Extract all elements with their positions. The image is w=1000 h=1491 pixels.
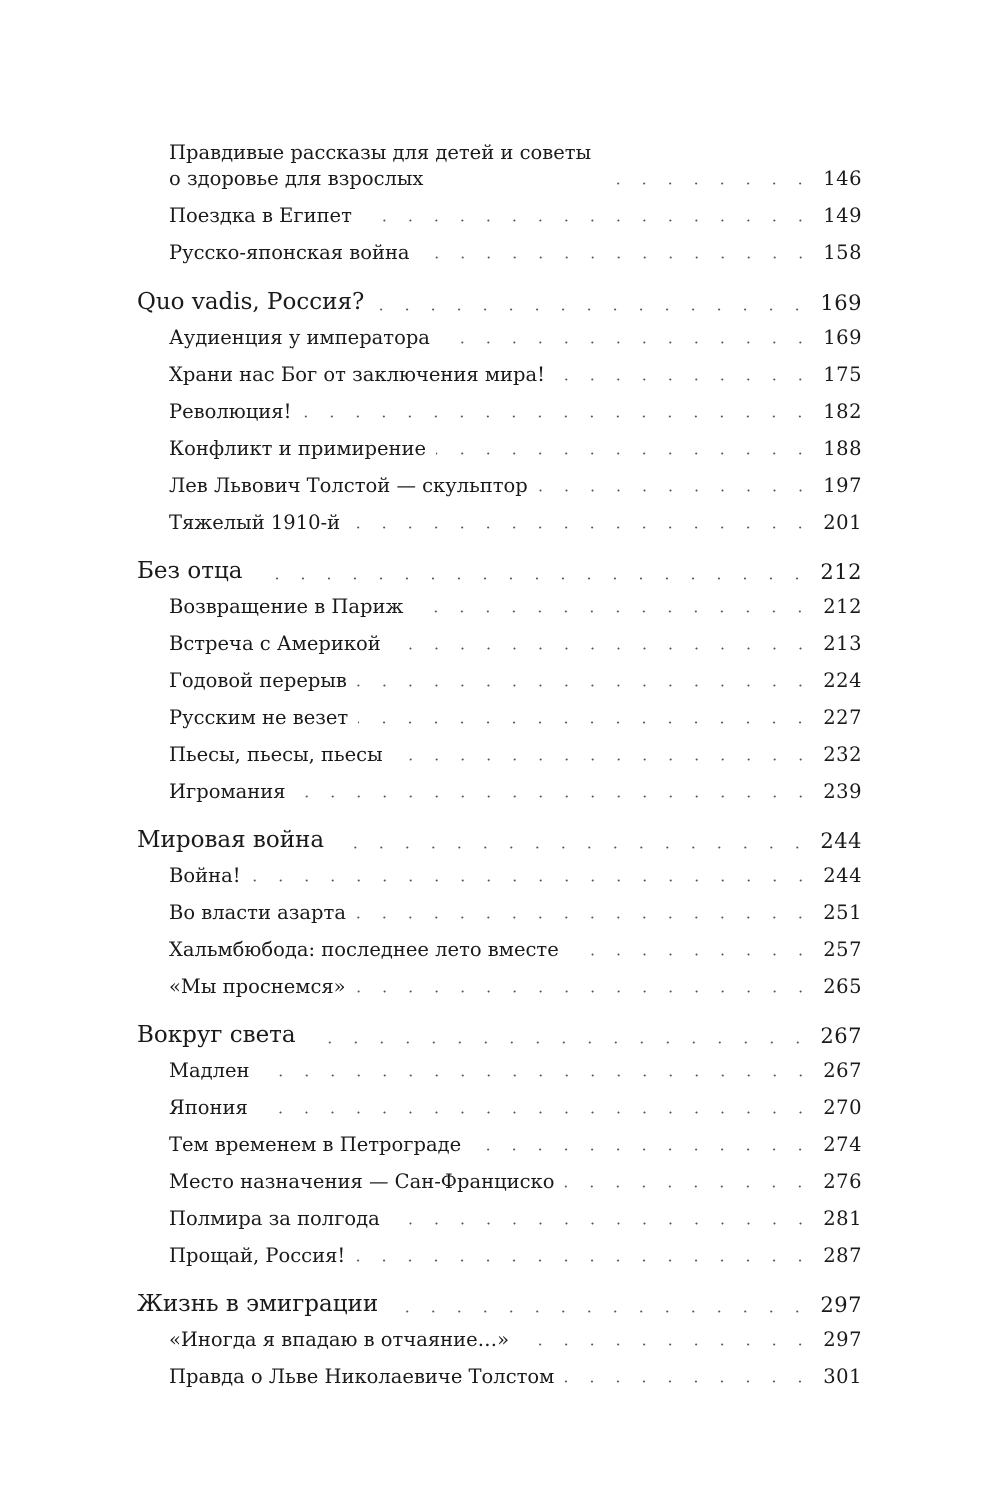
dot-leader	[251, 879, 814, 882]
toc-section	[0, 892, 1000, 922]
dot-leader	[358, 721, 813, 724]
toc-section	[0, 1235, 1000, 1265]
toc-entry-title-line: Мировая война	[137, 827, 325, 853]
dot-leader	[350, 526, 813, 529]
dot-leader	[471, 1148, 813, 1151]
toc-entry-title	[169, 1058, 250, 1082]
toc-page-number: 197	[823, 473, 862, 497]
toc-page-number: 267	[823, 1058, 862, 1082]
toc-entry-title-line: Аудиенция у императора	[169, 325, 430, 349]
dot-leader	[374, 308, 810, 311]
toc-page-number: 239	[823, 779, 862, 803]
toc-page-number: 301	[823, 1364, 862, 1388]
toc-entry-title-line: Тем временем в Петрограде	[169, 1132, 462, 1156]
toc-section	[0, 771, 1000, 801]
toc-page-number: 287	[823, 1243, 862, 1267]
toc-entry-title-line: Место назначения — Сан-Франциско	[169, 1169, 555, 1193]
toc-page-number: 265	[823, 974, 862, 998]
toc-entry-title-line: Пьесы, пьесы, пьесы	[169, 742, 383, 766]
dot-leader	[252, 577, 810, 580]
toc-section	[0, 1198, 1000, 1228]
toc-page-number: 251	[823, 900, 862, 924]
toc-entry-title-line: Поездка в Египет	[169, 203, 352, 227]
toc-page-number: 270	[823, 1095, 862, 1119]
toc-page-number: 274	[823, 1132, 862, 1156]
toc-page-number: 297	[820, 1293, 862, 1317]
dot-leader	[388, 1310, 810, 1313]
toc-section	[0, 1161, 1000, 1191]
dot-leader	[258, 1111, 813, 1114]
toc-page-number: 212	[820, 560, 862, 584]
dot-leader	[413, 610, 813, 613]
dot-leader	[391, 647, 813, 650]
toc-entry-title	[169, 436, 427, 460]
toc-entry-title	[169, 705, 349, 729]
toc-page-number: 276	[823, 1169, 862, 1193]
toc-entry-title	[169, 1206, 380, 1230]
dot-leader	[356, 916, 813, 919]
toc-page-number: 182	[823, 399, 862, 423]
toc-page-number: 297	[823, 1327, 862, 1351]
toc-entry-title-line: Русским не везет	[169, 705, 349, 729]
toc-section	[0, 428, 1000, 458]
toc-chapter	[0, 553, 1000, 583]
toc-section	[0, 734, 1000, 764]
toc-section	[0, 465, 1000, 495]
toc-chapter	[0, 1286, 1000, 1316]
dot-leader	[301, 415, 813, 418]
toc-entry-title	[169, 594, 404, 618]
toc-page-number: 281	[823, 1206, 862, 1230]
dot-leader	[306, 1041, 811, 1044]
toc-page-number: 257	[823, 937, 862, 961]
toc-entry-title-line: Во власти азарта	[169, 900, 346, 924]
toc-entry-title	[169, 1364, 555, 1388]
toc-entry-title	[169, 143, 591, 188]
toc-page-number: 232	[823, 742, 862, 766]
toc-entry-title-line: Русско-японская война	[169, 240, 410, 264]
dot-leader	[555, 378, 813, 381]
dot-leader	[356, 990, 814, 993]
toc-entry-title	[137, 560, 242, 583]
toc-entry-title-line: Война!	[169, 863, 241, 887]
toc-page-number: 149	[823, 203, 862, 227]
toc-section	[0, 660, 1000, 690]
toc-entry-title-line: Тяжелый 1910-й	[169, 510, 341, 534]
toc-section	[0, 697, 1000, 727]
toc-entry-title-line: Конфликт и примирение	[169, 436, 427, 460]
toc-section	[0, 623, 1000, 653]
toc-entry-title-line: «Иногда я впадаю в отчаяние…»	[169, 1327, 510, 1351]
dot-leader	[296, 795, 814, 798]
toc-entry-title	[169, 1243, 346, 1267]
toc-entry-title-line: Храни нас Бог от заключения мира!	[169, 362, 545, 386]
toc-entry-title-line: Лев Львович Толстой — скульптор	[169, 473, 528, 497]
dot-leader	[440, 341, 813, 344]
toc-chapter	[0, 284, 1000, 314]
toc-page-number: 169	[823, 325, 862, 349]
dot-leader	[601, 182, 813, 185]
toc-entry-title	[169, 240, 410, 264]
toc-entry-title	[137, 291, 364, 314]
toc-page-number: 267	[820, 1024, 862, 1048]
toc-entry-title	[169, 325, 430, 349]
dot-leader	[355, 1259, 813, 1262]
toc-page-number: 175	[823, 362, 862, 386]
toc-page-number: 213	[823, 631, 862, 655]
toc-page-number: 224	[823, 668, 862, 692]
toc-entry-title	[169, 1169, 555, 1193]
toc-section	[0, 1050, 1000, 1080]
toc-page-number: 188	[823, 436, 862, 460]
toc-entry-title-line: Возвращение в Париж	[169, 594, 404, 618]
toc-entry-title-line: Quo vadis, Россия?	[137, 289, 365, 315]
toc-entry-title-line: Годовой перерыв	[169, 668, 347, 692]
toc-entry-title	[169, 203, 352, 227]
dot-leader	[420, 256, 814, 259]
toc-entry-title-line: Вокруг света	[137, 1022, 296, 1048]
dot-leader	[564, 1380, 813, 1383]
toc-entry-title-line: Япония	[169, 1095, 248, 1119]
toc-section	[0, 141, 1000, 190]
dot-leader	[357, 684, 813, 687]
toc-section	[0, 502, 1000, 532]
toc-page-number: 244	[823, 863, 862, 887]
dot-leader	[260, 1074, 814, 1077]
dot-leader	[519, 1343, 813, 1346]
toc-section	[0, 1319, 1000, 1349]
dot-leader	[569, 953, 814, 956]
toc-entry-title	[169, 1327, 510, 1351]
toc-entry-title	[169, 631, 381, 655]
toc-chapter	[0, 1017, 1000, 1047]
toc-entry-title-line: Правдивые рассказы для детей и советы	[169, 141, 592, 164]
toc-page-number: 146	[823, 166, 862, 190]
toc-page-number: 212	[823, 594, 862, 618]
toc-section	[0, 1356, 1000, 1386]
toc-entry-title-line: Встреча с Америкой	[169, 631, 381, 655]
dot-leader	[436, 452, 813, 455]
toc-page-number: 169	[820, 291, 862, 315]
toc-entry-title-line: Мадлен	[169, 1058, 250, 1082]
toc-section	[0, 195, 1000, 225]
toc-entry-title	[169, 937, 559, 961]
toc-entry-title-line: «Мы проснемся»	[169, 974, 346, 998]
toc-section	[0, 929, 1000, 959]
toc-entry-title	[169, 668, 347, 692]
toc-section	[0, 855, 1000, 885]
toc-entry-title	[169, 974, 346, 998]
toc-entry-title-line: Хальмбюбода: последнее лето вместе	[169, 937, 559, 961]
dot-leader	[334, 846, 810, 849]
dot-leader	[390, 1222, 813, 1225]
toc-entry-title	[169, 1132, 462, 1156]
toc-entry-title	[169, 399, 292, 423]
toc-section	[0, 317, 1000, 347]
toc-entry-title	[169, 1095, 248, 1119]
dot-leader	[393, 758, 814, 761]
toc-entry-title-line: Полмира за полгода	[169, 1206, 380, 1230]
toc-entry-title	[169, 863, 241, 887]
dot-leader	[538, 489, 814, 492]
toc-page-number: 227	[823, 705, 862, 729]
toc-entry-title	[137, 1293, 378, 1316]
toc-entry-title-line: Революция!	[169, 399, 292, 423]
toc-section	[0, 1087, 1000, 1117]
toc-entry-title-line: Игромания	[169, 779, 286, 803]
toc-page-number: 201	[823, 510, 862, 534]
toc-section	[0, 391, 1000, 421]
toc-chapter	[0, 822, 1000, 852]
toc-entry-title	[169, 510, 341, 534]
toc-entry-title	[137, 829, 324, 852]
toc-section	[0, 966, 1000, 996]
toc-entry-title-line: Жизнь в эмиграции	[137, 1291, 379, 1317]
toc-section	[0, 586, 1000, 616]
toc-entry-title-line: Без отца	[137, 558, 243, 584]
toc-entry-title	[169, 473, 528, 497]
toc-entry-title	[169, 900, 346, 924]
toc-entry-title-line: о здоровье для взрослых	[169, 166, 424, 190]
toc-entry-title-line: Правда о Льве Николаевиче Толстом	[169, 1364, 555, 1388]
toc-section	[0, 1124, 1000, 1154]
toc-entry-title	[169, 742, 383, 766]
toc-entry-title	[169, 362, 545, 386]
dot-leader	[564, 1185, 813, 1188]
toc-section	[0, 232, 1000, 262]
toc-entry-title-line: Прощай, Россия!	[169, 1243, 346, 1267]
toc-page-number: 244	[820, 829, 862, 853]
toc-entry-title	[169, 779, 286, 803]
toc-page-number: 158	[823, 240, 862, 264]
toc-section	[0, 354, 1000, 384]
dot-leader	[362, 219, 813, 222]
toc-entry-title	[137, 1024, 296, 1047]
